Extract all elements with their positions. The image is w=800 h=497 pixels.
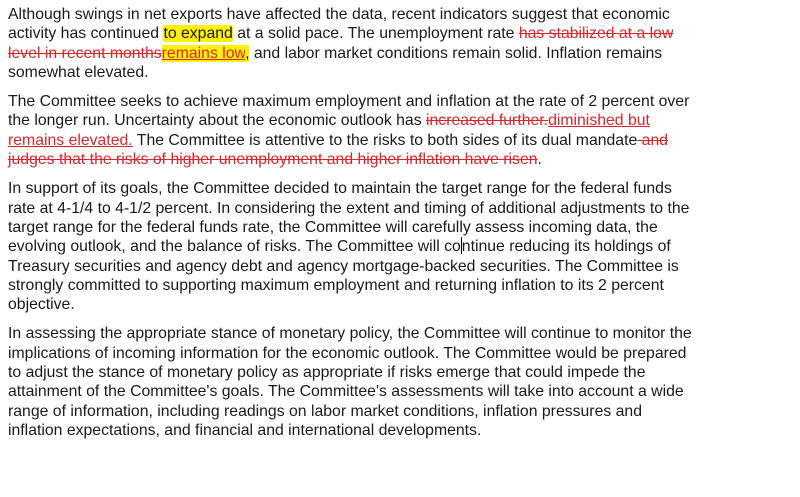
text-line [8,150,792,169]
text-line [8,5,792,24]
text-line [8,199,792,218]
text-line [8,63,792,82]
text-line [8,131,792,150]
text-line [8,111,792,130]
deleted-text: and [637,131,669,149]
text-line [8,92,792,111]
inserted-text: diminished but [548,112,650,130]
text-run: target range for the federal funds rate, the Committee will carefully assess incoming data, the [8,218,658,236]
text-run: attainment of the Committee's goals. The Committee's assessments will take into account a wide [8,383,684,401]
text-run: at a solid pace. The unemployment rate [232,25,519,43]
text-line [8,24,792,43]
text-line [8,363,792,382]
inserted-text: remains elevated. [8,131,133,149]
text-run: somewhat elevated. [8,63,149,81]
text-line [8,382,792,401]
deleted-text: has stabilized at a low [518,25,674,43]
text-run: In assessing the appropriate stance of monetary policy, the Committee will continue to monitor the [8,325,692,343]
deleted-text: judges that the risks of higher unemployment and higher inflation have risen [8,151,538,169]
text-run: strongly committed to supporting maximum employment and returning inflation to its 2 percent [8,276,664,294]
text-run: inflation expectations, and financial and international developments. [8,421,482,439]
text-line [8,324,792,343]
inserted-text: remains low [161,44,246,62]
text-run: The Committee seeks to achieve maximum employment and inflation at the rate of 2 percent over [8,93,690,111]
text-run: range of information, including readings on labor market conditions, inflation pressures and [8,402,642,420]
paragraph-monetary-stance [8,324,792,440]
text-line [8,402,792,421]
deleted-text: increased further. [426,112,549,130]
highlighted-text: , [245,44,250,62]
paragraph-economic-activity [8,5,792,82]
text-run: The Committee is attentive to the risks to both sides of its dual mandate [132,131,638,149]
text-run: objective. [8,296,75,314]
text-line [8,179,792,198]
text-run: to adjust the stance of monetary policy as appropriate if risks emerge that could impede the [8,364,646,382]
text-line [8,276,792,295]
text-line [8,44,792,63]
paragraph-committee-goals [8,92,792,169]
text-line [8,344,792,363]
deleted-text: level in recent months [8,44,162,62]
text-line [8,237,792,256]
text-run: ntinue reducing its holdings of [461,238,671,256]
paragraph-policy-decision [8,179,792,314]
text-run: Although swings in net exports have affected the data, recent indicators suggest that economic [8,6,670,23]
text-run: activity has continued [8,25,164,43]
text-run: rate at 4-1/4 to 4-1/2 percent. In considering the extent and timing of additional adjustments to the [8,199,690,217]
text-run: In support of its goals, the Committee decided to maintain the target range for the federal funds [8,180,672,198]
text-run: . [537,151,542,169]
text-line [8,421,792,440]
text-run: Treasury securities and agency debt and agency mortgage-backed securities. The Committee is [8,257,679,275]
text-run: the longer run. Uncertainty about the economic outlook has [8,112,426,130]
text-run: evolving outlook, and the balance of risks. The Committee will co [8,238,461,256]
text-run: implications of incoming information for the economic outlook. The Committee would be prepared [8,344,687,362]
highlighted-text: to expand [163,25,233,43]
text-line [8,218,792,237]
text-run: and labor market conditions remain solid. Inflation remains [249,44,663,62]
text-line [8,295,792,314]
text-line [8,257,792,276]
